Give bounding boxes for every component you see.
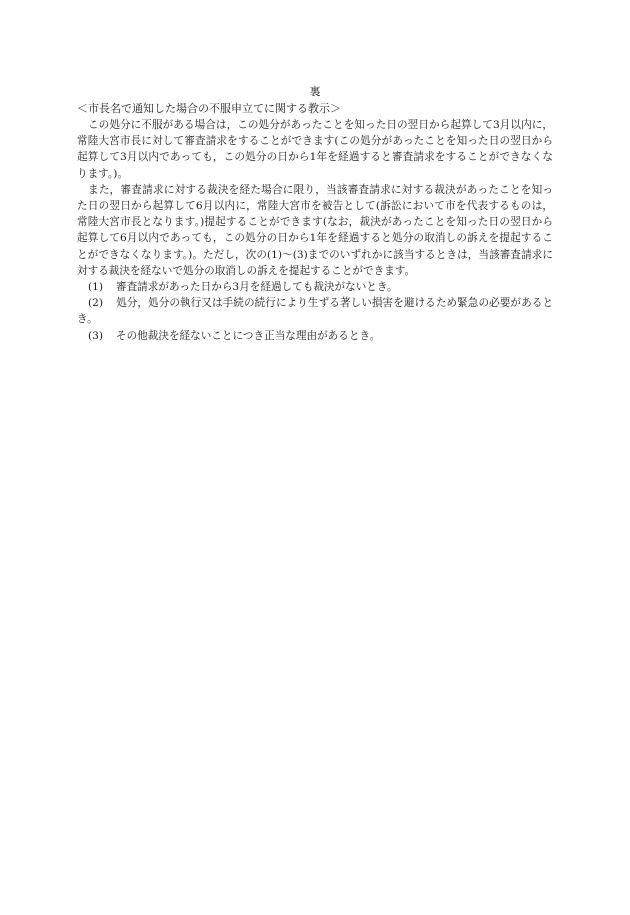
list-item-number: (2) xyxy=(88,297,104,310)
list-item-text: 処分，処分の執行又は手続の続行により生ずる著しい損害を避けるため緊急の必要があるとき。 xyxy=(77,297,553,326)
list-item-text: その他裁決を経ないことにつき正当な理由があるとき。 xyxy=(116,329,381,342)
paragraph-lawsuit: また，審査請求に対する裁決を経た場合に限り，当該審査請求に対する裁決があったことを知った日の翌日から起算して6月以内に，常陸大宮市を被告として(訴訟において市を代表するものは，常陸大宮市長となります。)提起することができます(なお，裁決があったことを知った日の翌日から起算して6月以内であっても，この処分の日から1年を経過すると処分の取消しの訴えを提起することができなくなります。)。ただし，次の(1)～(3)までのいずれかに該当するときは，当該審査請求に対する裁決を経ないで処分の取消しの訴えを提起することができます。 xyxy=(77,183,553,277)
list-item-number: (3) xyxy=(88,329,104,342)
list-item xyxy=(77,279,553,295)
document-body xyxy=(77,84,553,344)
list-item-number: (1) xyxy=(88,281,104,294)
page-side-label: 裏 xyxy=(309,85,321,98)
list-item xyxy=(77,328,553,344)
list-item xyxy=(77,295,553,327)
paragraph-review-request: この処分に不服がある場合は，この処分があったことを知った日の翌日から起算して3月以内に，常陸大宮市長に対して審査請求をすることができます(この処分があったことを知った日の翌日から起算して3月以内であっても，この処分の日から1年を経過すると審査請求をすることができなくなります。)。 xyxy=(77,119,553,180)
list-item-text: 審査請求があった日から3月を経過しても裁決がないとき。 xyxy=(116,281,398,294)
notice-heading: ＜市長名で通知した場合の不服申立てに関する教示＞ xyxy=(77,102,341,115)
